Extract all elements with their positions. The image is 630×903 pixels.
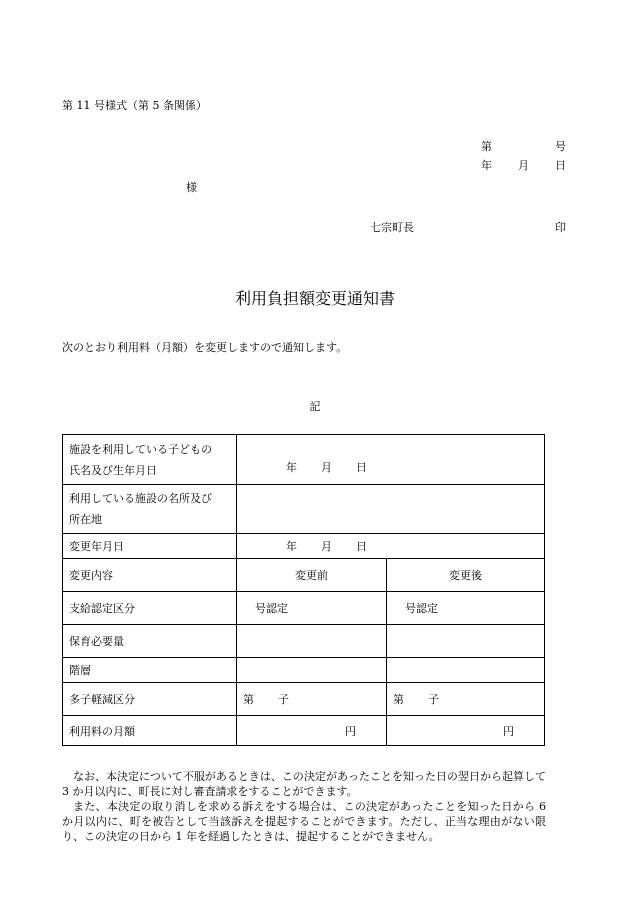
change-month: 月 bbox=[321, 540, 332, 553]
multichild-after-prefix: 第 bbox=[393, 693, 404, 706]
certification-before: 号認定 bbox=[237, 592, 387, 625]
multichild-label: 多子軽減区分 bbox=[63, 683, 237, 716]
care-need-after bbox=[387, 625, 545, 658]
facility-value bbox=[237, 485, 545, 534]
child-birth-year: 年 bbox=[286, 460, 297, 474]
issuer-seal: 印 bbox=[555, 221, 566, 234]
row-facility bbox=[63, 485, 545, 534]
change-date-label: 変更年月日 bbox=[63, 534, 237, 559]
before-header: 変更前 bbox=[237, 559, 387, 592]
intro-text: 次のとおり利用料（月額）を変更しますので通知します。 bbox=[62, 341, 348, 354]
fee-label: 利用料の月額 bbox=[63, 716, 237, 746]
date-year: 年 bbox=[481, 159, 492, 172]
document-number-prefix: 第 bbox=[481, 140, 492, 153]
child-birth-month: 月 bbox=[321, 460, 332, 474]
multichild-after-suffix: 子 bbox=[428, 693, 439, 706]
change-details-table bbox=[62, 434, 545, 746]
child-label-line2: 氏名及び生年月日 bbox=[69, 463, 157, 477]
row-fee bbox=[63, 716, 545, 746]
note-lawsuit: また、本決定の取り消しを求める訴えをする場合は、この決定があったことを知った日から 6 か月以内に、町を被告として当該訴えを提起することができます。ただし、正当な理由がない限り、この決定の日から 1 年を経過したときは、提起することができません。 bbox=[62, 800, 546, 843]
notes bbox=[62, 769, 546, 844]
row-care-need bbox=[63, 625, 545, 658]
child-label bbox=[63, 435, 237, 485]
addressee-suffix: 様 bbox=[186, 181, 197, 194]
multichild-after bbox=[387, 683, 545, 716]
tier-after bbox=[387, 658, 545, 683]
facility-label-line2: 所在地 bbox=[69, 513, 102, 526]
row-change-date bbox=[63, 534, 545, 559]
content-label: 変更内容 bbox=[63, 559, 237, 592]
care-need-label: 保育必要量 bbox=[63, 625, 237, 658]
care-need-before bbox=[237, 625, 387, 658]
certification-label: 支給認定区分 bbox=[63, 592, 237, 625]
row-multichild bbox=[63, 683, 545, 716]
note-appeal: なお、本決定について不服があるときは、この決定があったことを知った日の翌日から起算して 3 か月以内に、町長に対し審査請求をすることができます。 bbox=[62, 770, 546, 798]
change-date-value bbox=[237, 534, 545, 559]
row-certification bbox=[63, 592, 545, 625]
row-content bbox=[63, 559, 545, 592]
fee-before: 円 bbox=[237, 716, 387, 746]
tier-before bbox=[237, 658, 387, 683]
date-month: 月 bbox=[518, 159, 529, 172]
facility-label-line1: 利用している施設の名所及び bbox=[69, 492, 212, 505]
tier-label: 階層 bbox=[63, 658, 237, 683]
child-value bbox=[237, 435, 545, 485]
change-year: 年 bbox=[286, 540, 297, 553]
child-label-line1: 施設を利用している子どもの bbox=[69, 442, 212, 456]
after-header: 変更後 bbox=[387, 559, 545, 592]
multichild-before-suffix: 子 bbox=[278, 693, 289, 706]
multichild-before-prefix: 第 bbox=[243, 693, 254, 706]
form-number: 第 11 号様式（第 5 条関係） bbox=[62, 99, 207, 112]
ki-heading: 記 bbox=[309, 400, 321, 413]
change-day: 日 bbox=[356, 540, 367, 553]
row-child bbox=[63, 435, 545, 485]
issuer-name: 七宗町長 bbox=[370, 221, 414, 234]
document-title: 利用負担額変更通知書 bbox=[234, 289, 395, 308]
certification-after: 号認定 bbox=[387, 592, 545, 625]
date-day: 日 bbox=[555, 159, 566, 172]
fee-after: 円 bbox=[387, 716, 545, 746]
multichild-before bbox=[237, 683, 387, 716]
child-birth-day: 日 bbox=[356, 460, 367, 474]
document-number-suffix: 号 bbox=[555, 140, 566, 153]
row-tier bbox=[63, 658, 545, 683]
facility-label bbox=[63, 485, 237, 534]
